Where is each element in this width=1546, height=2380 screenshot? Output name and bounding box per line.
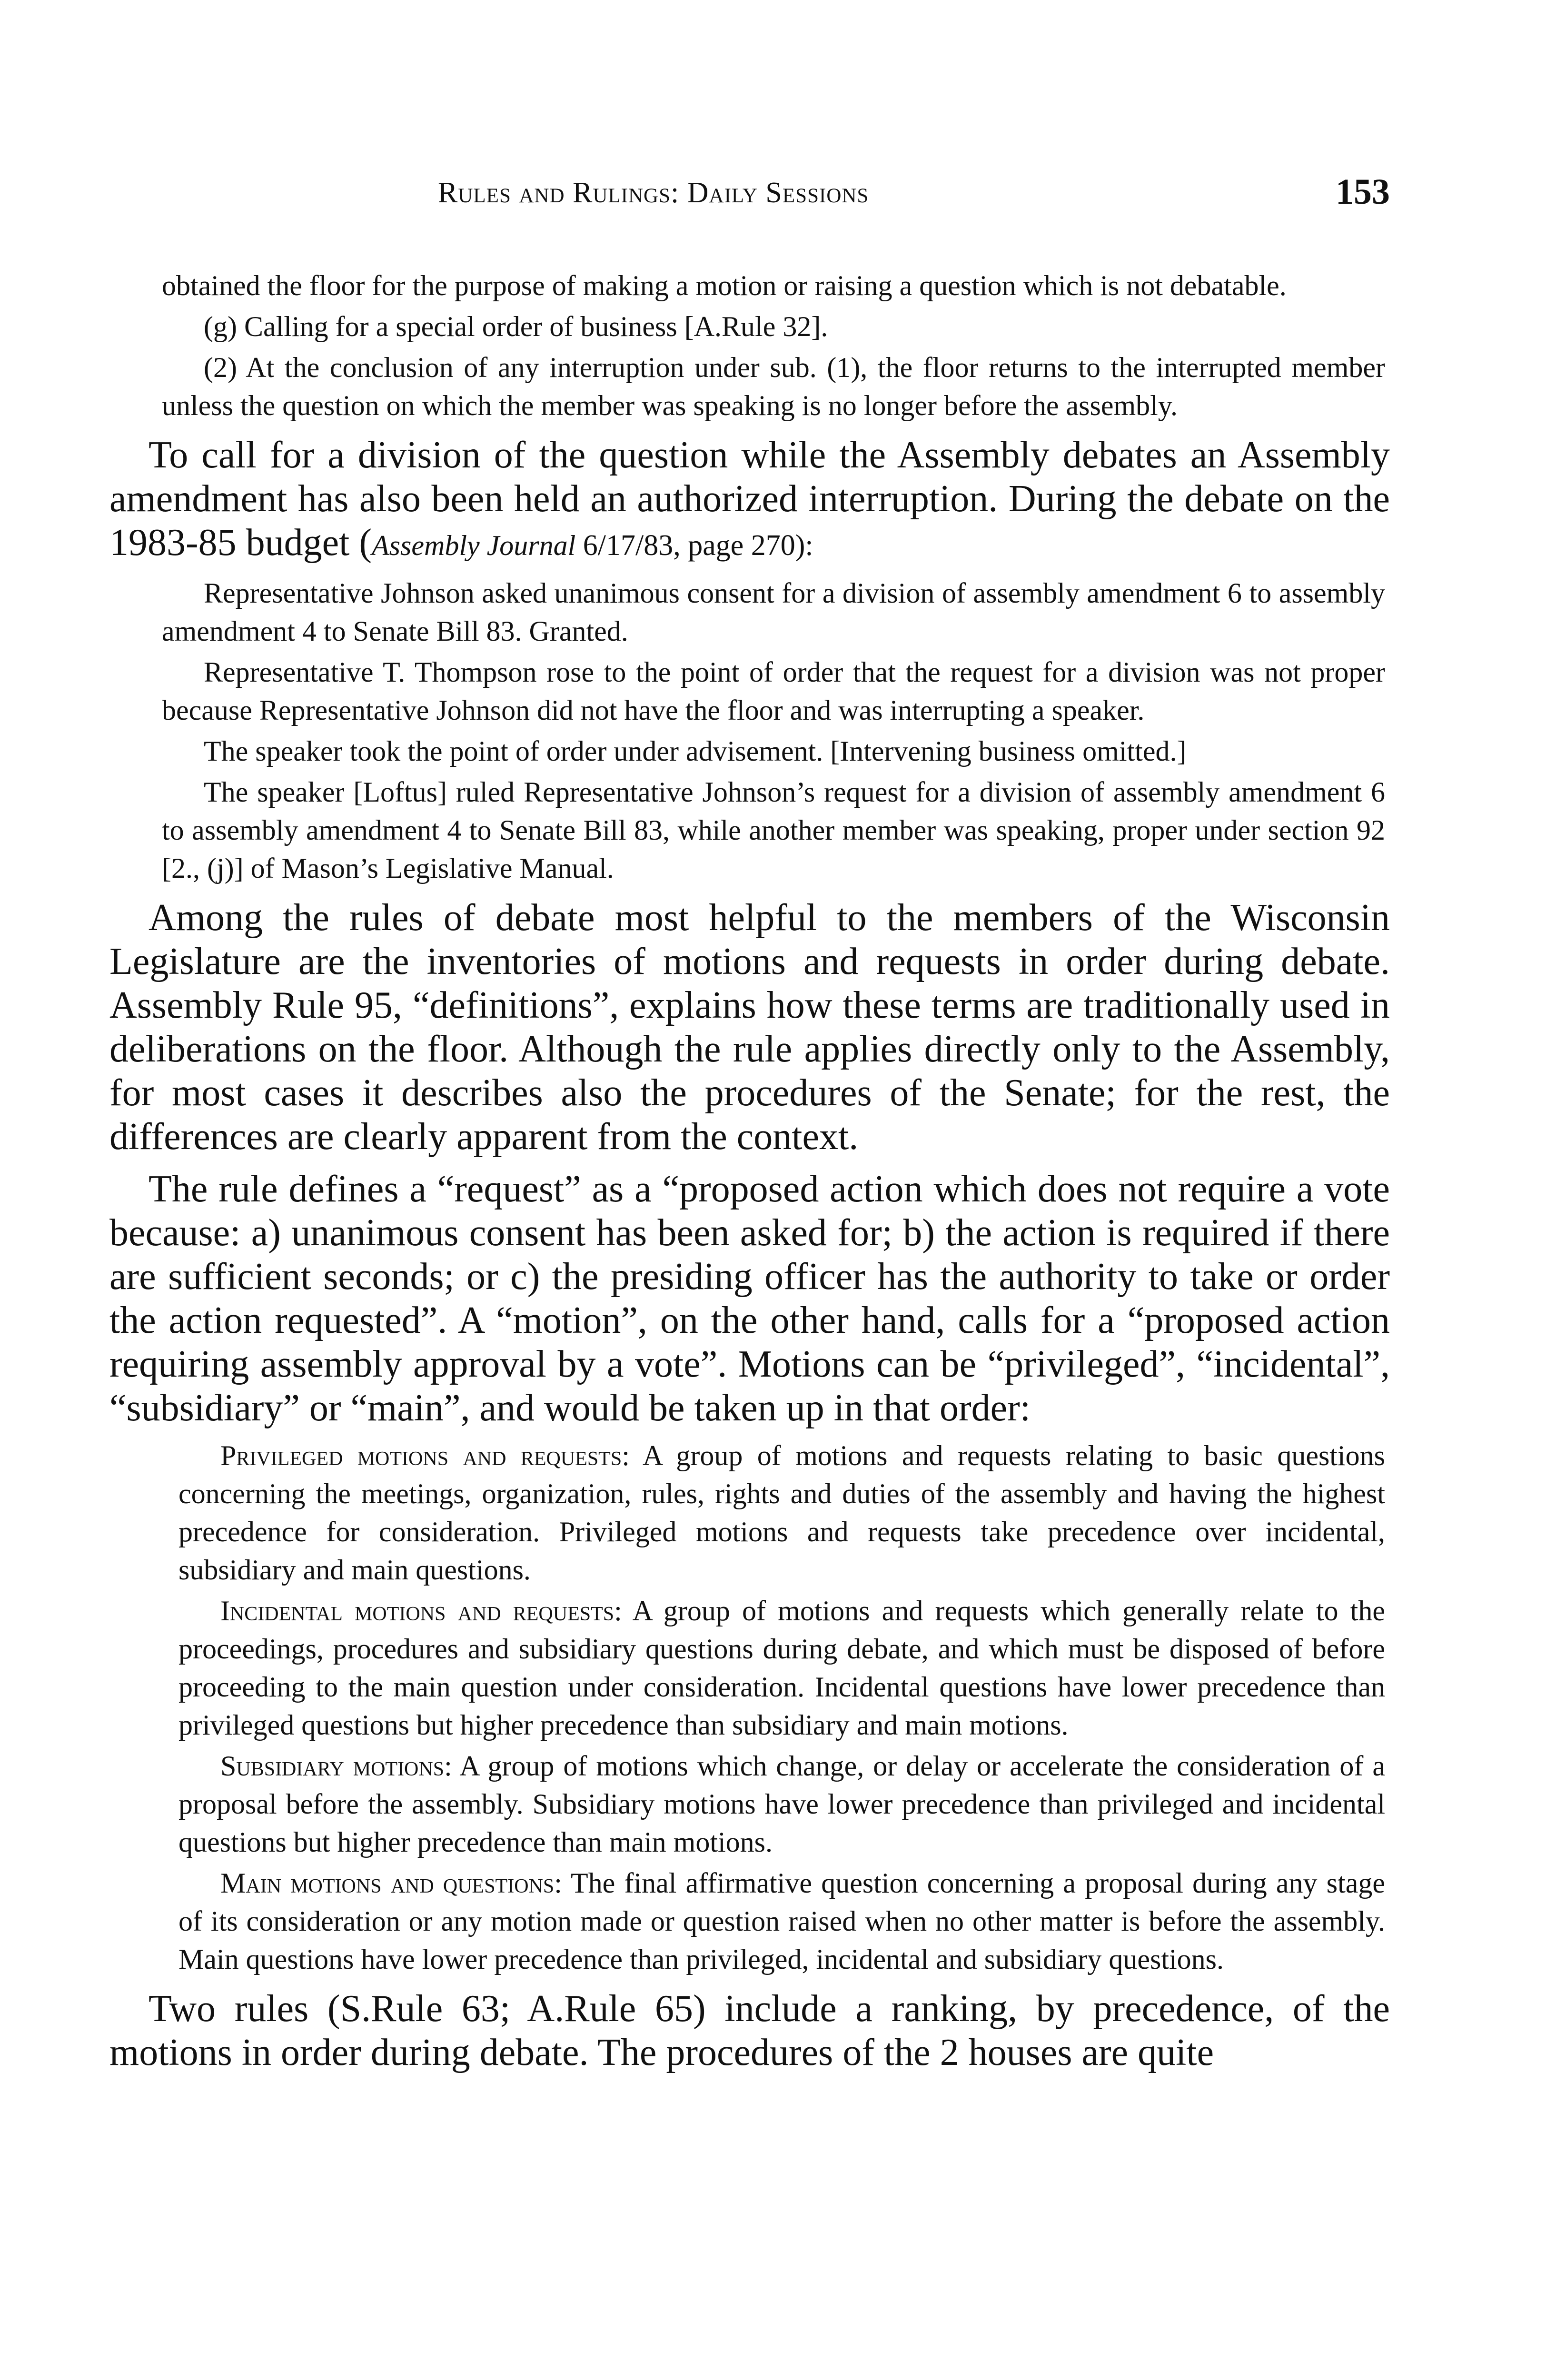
- definition-term-privileged: Privileged motions and requests:: [220, 1440, 630, 1471]
- definition-text-main: The final affirmative question concerning a proposal during any stage of its consideration or any motion made or question raised when no other matter is before the assembly. Main questions have lower precedence than privileged, incidental and subsidiary questions.: [178, 1867, 1385, 1975]
- continued-rule-text: obtained the floor for the purpose of making a motion or raising a question which is not debatable.: [162, 270, 1287, 301]
- definition-term-subsidiary: Subsidiary motions:: [220, 1750, 452, 1782]
- definition-incidental: [178, 1592, 1385, 1744]
- page-header: [109, 172, 1390, 228]
- definition-term-main: Main motions and questions:: [220, 1867, 562, 1899]
- definition-subsidiary: [178, 1747, 1385, 1861]
- definition-term-incidental: Incidental motions and requests:: [220, 1595, 622, 1626]
- definition-main: [178, 1864, 1385, 1978]
- rule-item-g: (g) Calling for a special order of business [A.Rule 32].: [204, 311, 828, 342]
- journal-quote-4: The speaker [Loftus] ruled Representative Johnson’s request for a division of assembly amendment 6 to assembly amendment 4 to Senate Bill 83, while another member was speaking, proper under section 92 [2., (j)] of Mason’s Legislative Manual.: [162, 776, 1385, 884]
- book-page: [109, 0, 1390, 2380]
- definition-text-privileged: A group of motions and requests relating to basic questions concerning the meetings, organization, rules, rights and duties of the assembly and having the highest precedence for consideration. Privileged motions and requests take precedence over incidental, subsidiary and main questions.: [178, 1440, 1385, 1586]
- journal-citation: 6/17/83, page 270):: [575, 529, 813, 562]
- rules-of-debate-paragraph: Among the rules of debate most helpful to the members of the Wisconsin Legislature are the inventories of motions and requests in order during debate. Assembly Rule 95, “definitions”, explains how these terms are traditionally used in deliberations on the floor. Although the rule applies directly only to the Assembly, for most cases it describes also the procedures of the Senate; for the rest, the differences are clearly apparent from the context.: [109, 897, 1390, 1158]
- division-paragraph: [109, 433, 1390, 567]
- request-definition-paragraph: The rule defines a “request” as a “proposed action which does not require a vote because: a) unanimous consent has been asked for; b) the action is required if there are sufficient seconds; or c) the presiding officer has the authority to take or order the action requested”. A “motion”, on the other hand, calls for a “proposed action requiring assembly approval by a vote”. Motions can be “privileged”, “incidental”, “subsidiary” or “main”, and would be taken up in that order:: [109, 1168, 1390, 1429]
- definition-text-incidental: A group of motions and requests which generally relate to the proceedings, procedures and subsidiary questions during debate, and which must be disposed of before proceeding to the main question under consideration. Incidental questions have lower precedence than privileged questions but higher precedence than subsidiary and main motions.: [178, 1595, 1385, 1741]
- running-head-part-1: Rules and Rulings:: [438, 177, 680, 209]
- journal-title: Assembly Journal: [372, 530, 576, 561]
- division-paragraph-text: To call for a division of the question while the Assembly debates an Assembly amendment has also been held an authorized interruption. During the debate on the 1983-85 budget (: [109, 434, 1390, 564]
- precedence-paragraph: Two rules (S.Rule 63; A.Rule 65) include a ranking, by precedence, of the motions in order during debate. The procedures of the 2 houses are quite: [109, 1988, 1390, 2073]
- journal-quote-1: Representative Johnson asked unanimous consent for a division of assembly amendment 6 to assembly amendment 4 to Senate Bill 83. Granted.: [162, 577, 1385, 647]
- running-head: [438, 176, 869, 210]
- rule-subsection-2: (2) At the conclusion of any interruption under sub. (1), the floor returns to the interrupted member unless the question on which the member was speaking is no longer before the assembly.: [162, 352, 1385, 421]
- page-body: [109, 267, 1390, 2081]
- definition-privileged: [178, 1437, 1385, 1589]
- page-number: 153: [1336, 172, 1390, 212]
- journal-quote-3: The speaker took the point of order under advisement. [Intervening business omitted.]: [204, 735, 1187, 767]
- journal-quote-2: Representative T. Thompson rose to the point of order that the request for a division was not proper because Representative Johnson did not have the floor and was interrupting a speaker.: [162, 656, 1385, 726]
- running-head-part-2: Daily Sessions: [687, 177, 869, 209]
- definition-text-subsidiary: A group of motions which change, or delay or accelerate the consideration of a proposal before the assembly. Subsidiary motions have lower precedence than privileged and incidental questions but higher precedence than main motions.: [178, 1750, 1386, 1858]
